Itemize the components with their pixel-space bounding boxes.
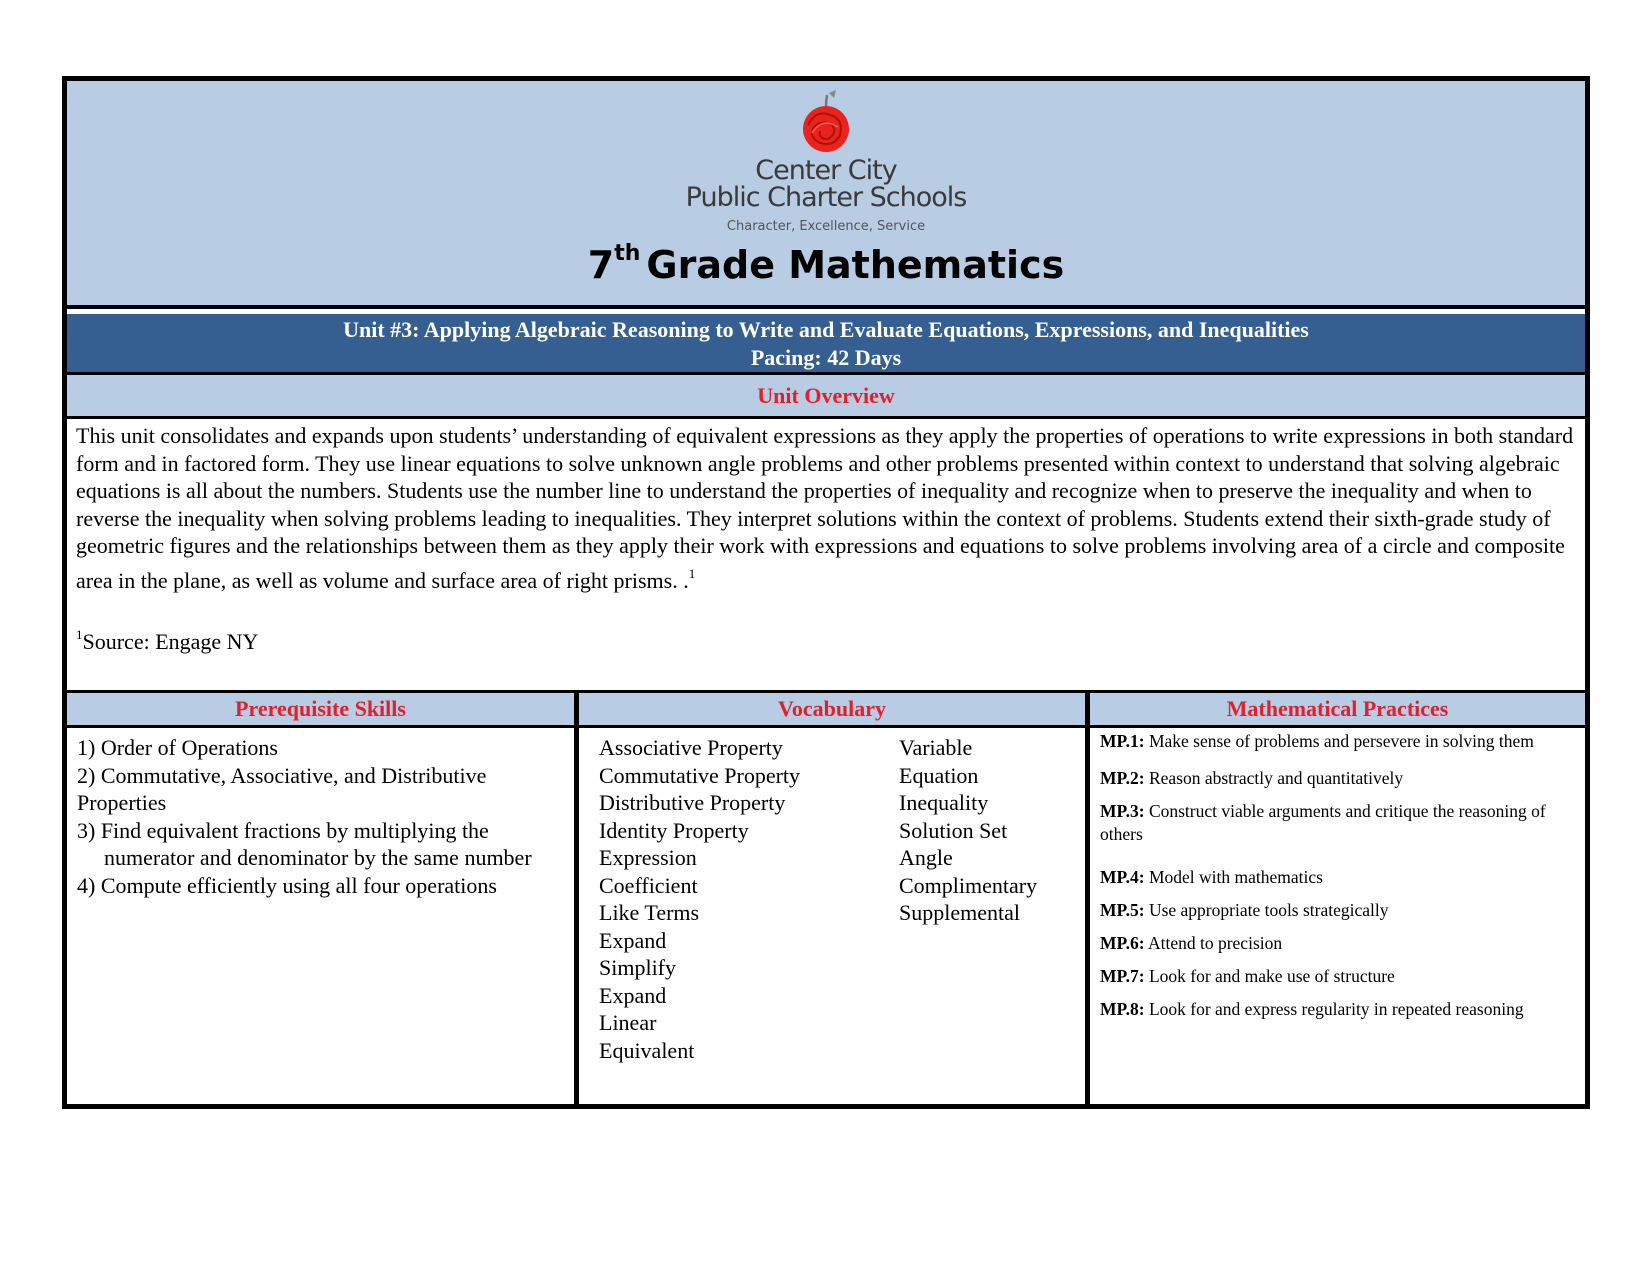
vocab-left-list	[599, 734, 800, 1064]
practice-text: Reason abstractly and quantitatively	[1144, 768, 1404, 788]
vocab-term: Equivalent	[599, 1037, 695, 1063]
vocab-term: Inequality	[899, 790, 989, 815]
vocab-column	[579, 728, 1085, 1104]
source-footnote-mark: 1	[76, 627, 83, 642]
practices-column	[1090, 728, 1585, 1104]
column-divider	[574, 693, 579, 725]
practice-text: Look for and express regularity in repeated reasoning	[1144, 999, 1524, 1019]
logo-tagline: Character, Excellence, Service	[726, 219, 926, 234]
vocab-term: Coefficient	[599, 872, 698, 898]
practice-code: MP.3:	[1100, 801, 1145, 821]
source-note	[76, 621, 1576, 656]
prereq-heading: Prerequisite Skills	[67, 693, 574, 725]
practice-item	[1100, 866, 1575, 889]
footnote-mark: 1	[688, 565, 696, 581]
prereq-item: 3) Find equivalent fractions by multiplying the numerator and denominator by the same number	[77, 817, 532, 870]
practice-text: Use appropriate tools strategically	[1144, 900, 1389, 920]
practice-code: MP.6:	[1100, 933, 1145, 953]
practices-heading: Mathematical Practices	[1090, 693, 1585, 725]
practice-item	[1100, 965, 1575, 988]
vocab-list	[579, 728, 1085, 1063]
practice-text: Construct viable arguments and critique the reasoning of others	[1100, 801, 1546, 844]
page-title	[67, 241, 1585, 287]
prereq-item: 4) Compute efficiently using all four operations	[77, 872, 497, 898]
practice-item	[1100, 899, 1575, 922]
logo-school-name-line2: Public Charter Schools	[685, 182, 967, 213]
practice-item	[1100, 800, 1575, 846]
vocab-term: Expression	[599, 845, 697, 870]
overview-paragraph	[76, 422, 1576, 594]
practice-item	[1100, 767, 1575, 790]
vocab-term: Variable	[899, 735, 973, 760]
source-text: Source: Engage NY	[82, 629, 259, 654]
vocab-term: Commutative Property	[599, 762, 801, 788]
practice-text: Attend to precision	[1144, 933, 1283, 953]
vocab-term: Like Terms	[599, 900, 700, 925]
vocab-term: Distributive Property	[599, 790, 786, 815]
vocab-term: Simplify	[599, 955, 677, 980]
unit-banner	[67, 314, 1585, 375]
title-superscript: th	[614, 241, 641, 266]
vocab-term: Supplemental	[899, 900, 1020, 925]
practices-list	[1090, 728, 1585, 1033]
practice-code: MP.1:	[1100, 731, 1145, 751]
prereq-column	[67, 728, 574, 1104]
practice-text: Model with mathematics	[1144, 867, 1323, 887]
prereq-list	[67, 728, 574, 905]
practice-item	[1100, 932, 1575, 955]
vocab-term: Linear	[599, 1010, 657, 1035]
logo-school-name-line1: Center City	[755, 155, 897, 186]
vocab-term: Expand	[599, 982, 667, 1008]
curriculum-frame	[62, 76, 1590, 1109]
prereq-item: 1) Order of Operations	[77, 735, 278, 760]
overview-text: This unit consolidates and expands upon students’ understanding of equivalent expressions as they apply the properties of operations to write expressions in both standard form and in factored form. They use linear equations to solve unknown angle problems and other problems presented within context to understand that solving algebraic equations is all about the numbers. Students use the number line to understand the properties of inequality and recognize when to preserve the inequality and when to reverse the inequality when solving problems leading to inequalities. They interpret solutions within the context of problems. Students extend their sixth-grade study of geometric figures and the relationships between them as they apply their work with expressions and equations to solve problems involving area of a circle and composite area in the plane, as well as volume and surface area of right prisms. .	[76, 423, 1574, 593]
practice-item	[1100, 730, 1575, 753]
section-body-row	[67, 728, 1585, 1104]
practice-code: MP.8:	[1100, 999, 1145, 1019]
apple-icon	[796, 89, 856, 155]
vocab-term: Solution Set	[899, 817, 1008, 843]
unit-pacing: Pacing: 42 Days	[750, 345, 902, 370]
vocab-term: Complimentary	[899, 872, 1038, 898]
practice-code: MP.2:	[1100, 768, 1145, 788]
practice-code: MP.4:	[1100, 867, 1145, 887]
practice-code: MP.5:	[1100, 900, 1145, 920]
practice-text: Look for and make use of structure	[1144, 966, 1395, 986]
prereq-item: 2) Commutative, Associative, and Distributive Properties	[77, 762, 487, 815]
title-text: Grade Mathematics	[646, 243, 1065, 287]
practice-text: Make sense of problems and persevere in solving them	[1144, 731, 1534, 751]
vocab-term: Angle	[899, 845, 953, 870]
practice-code: MP.7:	[1100, 966, 1145, 986]
title-number: 7	[587, 243, 615, 287]
school-logo	[676, 89, 976, 239]
vocab-term: Identity Property	[599, 817, 749, 843]
overview-heading: Unit Overview	[67, 375, 1585, 419]
vocab-term: Associative Property	[599, 735, 783, 760]
vocab-right-list	[899, 734, 1037, 927]
unit-title: Unit #3: Applying Algebraic Reasoning to Write and Evaluate Equations, Expressions, and Inequalities	[343, 317, 1309, 342]
practice-item	[1100, 998, 1575, 1021]
document-header	[67, 81, 1585, 309]
overview-body	[67, 419, 1585, 690]
column-divider	[1085, 693, 1090, 725]
vocab-heading: Vocabulary	[579, 693, 1085, 725]
vocab-term: Expand	[599, 927, 667, 953]
section-headings-row	[67, 690, 1585, 728]
vocab-term: Equation	[899, 762, 979, 788]
